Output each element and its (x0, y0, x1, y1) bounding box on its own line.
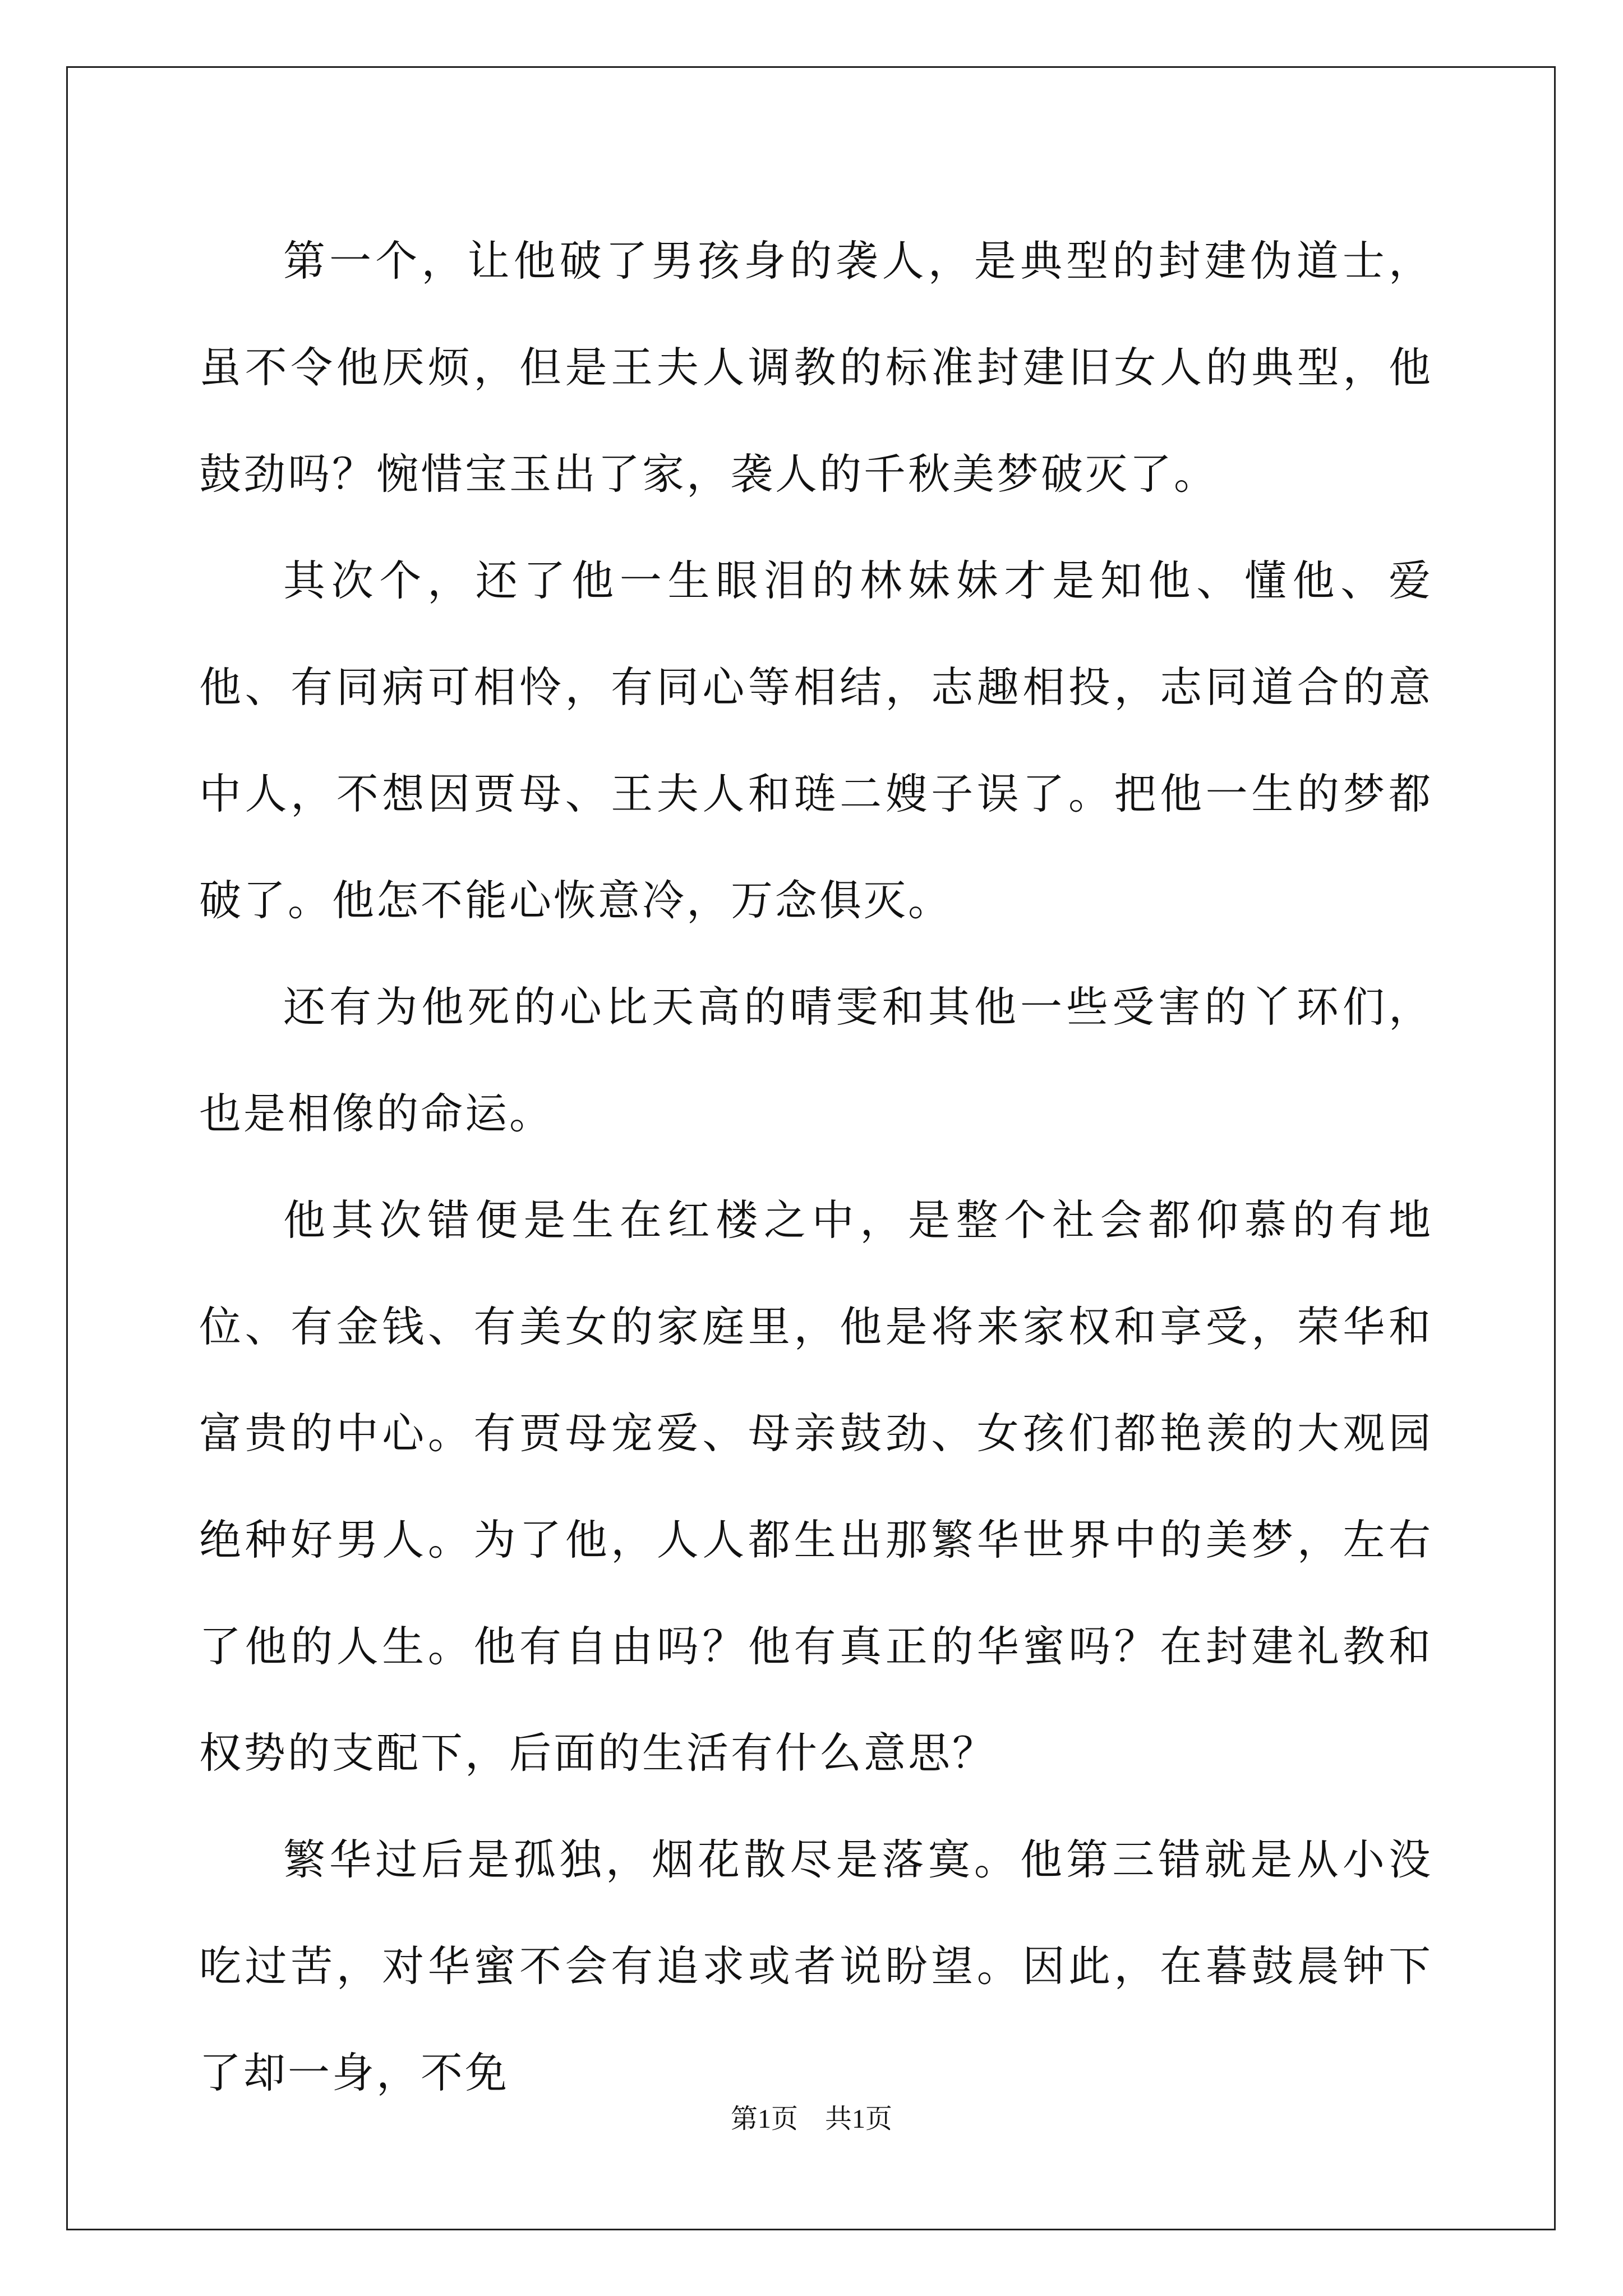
paragraph-3: 还有为他死的心比天高的晴雯和其他一些受害的丫环们，也是相像的命运。 (199, 982, 1433, 1138)
paragraph-5: 繁华过后是孤独，烟花散尽是落寞。他第三错就是从小没吃过苦，对华蜜不会有追求或者说盼望。因此，在暮鼓晨钟下了却一身，不免 (199, 1835, 1433, 2097)
page-footer (0, 2097, 1623, 2136)
paragraph-2: 其次个，还了他一生眼泪的林妹妹才是知他、懂他、爱他、有同病可相怜，有同心等相结，志趣相投，志同道合的意中人，不想因贾母、王夫人和琏二嫂子误了。把他一生的梦都破了。他怎不能心恢意冷，万念俱灭。 (199, 556, 1433, 925)
paragraph-4: 他其次错便是生在红楼之中，是整个社会都仰慕的有地位、有金钱、有美女的家庭里，他是将来家权和享受，荣华和富贵的中心。有贾母宠爱、母亲鼓劲、女孩们都艳羡的大观园绝种好男人。为了他，人人都生出那繁华世界中的美梦，左右了他的人生。他有自由吗？他有真正的华蜜吗？在封建礼教和权势的支配下，后面的生活有什么意思？ (199, 1195, 1433, 1778)
document-body (199, 208, 1433, 2126)
paragraph-1: 第一个，让他破了男孩身的袭人，是典型的封建伪道士，虽不令他厌烦，但是王夫人调教的标准封建旧女人的典型，他鼓劲吗？惋惜宝玉出了家，袭人的千秋美梦破灭了。 (199, 236, 1433, 499)
page-number: 第1页 (730, 2104, 798, 2134)
page-total: 共1页 (825, 2104, 893, 2134)
